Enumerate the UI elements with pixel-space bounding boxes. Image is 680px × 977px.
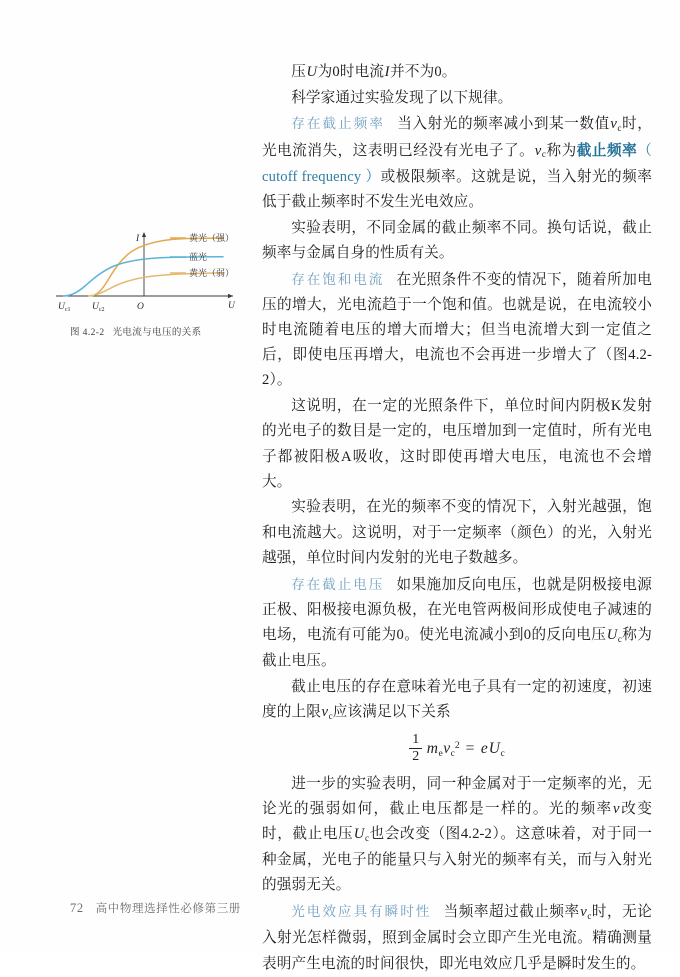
- formula-kinetic-energy: [262, 733, 652, 765]
- term-cutoff-frequency-en: （ cutoff frequency ）: [262, 142, 652, 185]
- paragraph-3: [262, 111, 652, 215]
- p3-nu-sub: c: [617, 122, 622, 133]
- formula-u: U: [488, 740, 500, 758]
- formula-denominator: 2: [409, 748, 422, 765]
- formula-equals: =: [465, 740, 475, 758]
- p1-prefix: 压: [291, 64, 306, 80]
- formula-numerator: 1: [412, 732, 420, 748]
- p3-t4: 或极限频率。这就是说，当入射光的频率低于截止频率时不发生光电效应。: [262, 168, 652, 211]
- p8-t1: 如果施加反向电压，也就是阴极接电源正极、阳极接电源负极，在光电管两极间形成使电子减速的电场，电流有可能为0。使光电流减小到0的反向电压: [262, 576, 652, 643]
- tick-label-uc1: $U_{c1}$: [58, 302, 71, 313]
- curve-yellow-strong: [89, 238, 223, 296]
- paragraph-4: 实验表明，不同金属的截止频率不同。换句话说，截止频率与金属自身的性质有关。: [262, 219, 652, 261]
- formula-v-sup: 2: [454, 739, 460, 751]
- p1-var-u: U: [306, 64, 318, 80]
- paragraph-7: 实验表明，在光的频率不变的情况下，入射光越强，饱和电流越大。这说明，对于一定频率（颜色）的光，入射光越强，单位时间内发射的光电子数越多。: [262, 499, 652, 566]
- figure-caption-number: 图 4.2-2: [70, 328, 105, 338]
- p11-vc: v: [580, 904, 587, 921]
- x-axis-arrow: [228, 294, 233, 298]
- p10-t2: 改变时，截止电压: [262, 800, 652, 843]
- paragraph-2: 科学家通过实验发现了以下规律。: [291, 89, 513, 106]
- p9-t2: 应该满足以下关系: [332, 704, 451, 721]
- lead-saturation-current: 存在饱和电流: [291, 271, 385, 287]
- p10-uc-sub: c: [364, 832, 370, 843]
- p9-t1: 截止电压的存在意味着光电子具有一定的初速度，初速度的上限: [262, 678, 652, 721]
- page-footer: [70, 900, 241, 916]
- paragraph-10: [262, 772, 652, 899]
- legend-label-blue: 蓝光: [189, 252, 208, 262]
- photocurrent-voltage-chart: [48, 224, 253, 319]
- p1-mid: 为0时电流: [317, 64, 385, 80]
- formula-e: e: [480, 740, 488, 758]
- p3-nu2: v: [534, 142, 542, 159]
- p8-t2: 称为截止电压。: [262, 626, 652, 670]
- book-title: 高中物理选择性必修第三册: [95, 903, 241, 915]
- legend-label-yellow-weak: 黄光（弱）: [189, 268, 235, 278]
- formula-u-sub: c: [500, 747, 505, 759]
- formula-m-sub: e: [438, 747, 443, 759]
- p8-uc: U: [606, 626, 618, 643]
- paragraph-11: [262, 899, 652, 977]
- p9-vc: v: [321, 704, 329, 721]
- paragraph-8: [262, 572, 652, 675]
- lead-cutoff-frequency: 存在截止频率: [291, 116, 385, 132]
- p3-t2: 时，光电流消失，这表明已经没有光电子了。: [262, 116, 652, 159]
- p8-uc-sub: c: [617, 633, 623, 644]
- formula-v-sub: c: [450, 747, 455, 759]
- p3-nu: v: [610, 116, 617, 133]
- p11-t2: 时，无论入射光怎样微弱，照到金属时会立即产生光电流。精确测量表明产生电流的时间很快，即光电效应几乎是瞬时发生的。: [262, 904, 652, 972]
- formula-fraction: [409, 732, 422, 764]
- p5-text: 在光照条件不变的情况下，随着所加电压的增大，光电流趋于一个饱和值。也就是说，在电流较小时电流随着电压的增大而增大；但当电流增大到一定值之后，即使电压再增大，电流也不会再进一步增大了（图4.2-2）。: [262, 271, 652, 389]
- p10-t3: 也会改变（图4.2-2）。这意味着，对于同一种金属，光电子的能量只与入射光的频率有关，而与入射光的强弱无关。: [262, 826, 653, 894]
- formula-v: v: [443, 740, 451, 758]
- lead-instantaneous: 光电效应具有瞬时性: [291, 904, 432, 920]
- body-text-column: [262, 60, 652, 977]
- paragraph-5: [262, 267, 652, 394]
- figure-caption: [48, 324, 253, 338]
- p3-t3: 称为: [546, 142, 577, 159]
- p11-vc-sub: c: [587, 910, 592, 921]
- p10-uc: U: [353, 826, 365, 843]
- lead-cutoff-voltage: 存在截止电压: [291, 576, 385, 592]
- paragraph-9: [262, 675, 652, 726]
- formula-m: m: [426, 740, 438, 758]
- p10-t1: 进一步的实验表明，同一种金属对于一定频率的光，无论光的强弱如何，截止电压都是一样的。光的频率: [262, 775, 652, 817]
- p1-suffix: 并不为0。: [390, 64, 457, 80]
- y-axis-arrow: [142, 232, 146, 237]
- origin-label: O: [137, 302, 144, 312]
- p9-vc-sub: c: [328, 710, 333, 721]
- p11-t1: 当频率超过截止频率: [443, 904, 580, 921]
- p10-nu: v: [612, 800, 620, 817]
- term-cutoff-frequency: 截止频率: [576, 142, 638, 159]
- legend-label-yellow-strong: 黄光（强）: [189, 233, 235, 243]
- y-axis-label: I: [136, 234, 140, 244]
- figure-caption-text: 光电流与电压的关系: [112, 328, 202, 338]
- x-axis-label: U: [228, 301, 235, 311]
- paragraph-1: [262, 60, 652, 85]
- tick-label-uc2: $U_{c2}$: [92, 302, 105, 313]
- p1-var-i: I: [384, 64, 390, 80]
- figure-4-2-2: [48, 224, 253, 338]
- paragraph-6: 这说明，在一定的光照条件下，单位时间内阴极K发射的光电子的数目是一定的，电压增加到一定值时，所有光电子都被阳极A吸收，这时即使再增大电压，电流也不会增大。: [262, 398, 652, 490]
- p3-t1: 当入射光的频率减小到某一数值: [397, 116, 610, 133]
- page-number: 72: [70, 901, 84, 915]
- p3-nu2-sub: c: [541, 149, 547, 160]
